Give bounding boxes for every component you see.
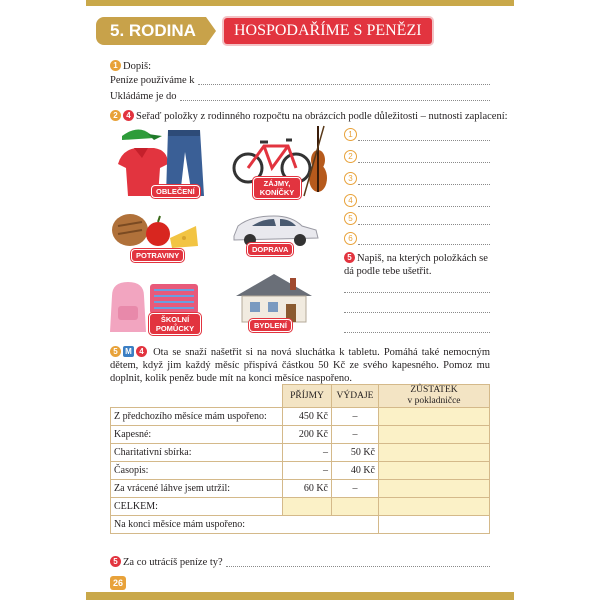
top-border (86, 0, 514, 6)
table-row-total (111, 498, 490, 516)
answer-line[interactable] (344, 292, 490, 293)
task-number-badge: 1 (110, 60, 121, 71)
row-label: Na konci měsíce mám uspořeno: (111, 516, 379, 534)
rank-answer-line[interactable] (358, 244, 490, 245)
item-label: POTRAVINY (132, 250, 183, 261)
balance-cell[interactable] (379, 426, 490, 444)
rank-number: 1 (344, 128, 357, 141)
task1-line1-label: Peníze používáme k (110, 75, 195, 86)
expense-cell: – (332, 408, 379, 426)
task-number-badge: 5 (110, 556, 121, 567)
income-cell: – (283, 444, 332, 462)
income-cell: 200 Kč (283, 426, 332, 444)
expense-cell: – (332, 426, 379, 444)
expense-cell: 40 Kč (332, 462, 379, 480)
task-number-badge: 4 (123, 110, 134, 121)
task-number-badge: 2 (110, 110, 121, 121)
page-header (96, 16, 432, 46)
math-badge: M (123, 346, 134, 357)
rank-answer-line[interactable] (358, 140, 490, 141)
rank-number: 3 (344, 172, 357, 185)
table-row (111, 408, 490, 426)
balance-cell[interactable] (379, 444, 490, 462)
task1-heading: 1 Dopiš: (110, 60, 151, 73)
car-icon (230, 208, 320, 248)
balance-cell[interactable] (379, 480, 490, 498)
task-number-badge: 5 (110, 346, 121, 357)
task-number-badge: 5 (344, 252, 355, 263)
expense-cell: 50 Kč (332, 444, 379, 462)
rank-answer-line[interactable] (358, 224, 490, 225)
expense-total-cell[interactable] (332, 498, 379, 516)
rank-answer-line[interactable] (358, 184, 490, 185)
column-header-balance: ZŮSTATEK v pokladničce (379, 385, 490, 408)
item-label: ZÁJMY, KONÍČKY (254, 178, 300, 198)
answer-line[interactable] (226, 566, 490, 567)
table-corner (111, 385, 283, 408)
rank-answer-line[interactable] (358, 162, 490, 163)
rank-number: 4 (344, 194, 357, 207)
row-label: Kapesné: (111, 426, 283, 444)
income-cell: 60 Kč (283, 480, 332, 498)
income-total-cell[interactable] (283, 498, 332, 516)
row-label: Za vrácené láhve jsem utržil: (111, 480, 283, 498)
income-cell: 450 Kč (283, 408, 332, 426)
row-label: Z předchozího měsíce mám uspořeno: (111, 408, 283, 426)
food-icon (110, 208, 200, 252)
task2-prompt: 2 4 Seřaď položky z rodinného rozpočtu na obrázcích podle důležitosti – nutnosti zaplacení: (110, 110, 508, 123)
row-label: CELKEM: (111, 498, 283, 516)
answer-line[interactable] (198, 84, 490, 85)
answer-line[interactable] (344, 332, 490, 333)
balance-cell[interactable] (379, 462, 490, 480)
rank-number: 2 (344, 150, 357, 163)
column-header-expense: VÝDAJE (332, 385, 379, 408)
column-header-income: PŘÍJMY (283, 385, 332, 408)
rank-number: 6 (344, 232, 357, 245)
page-title: HOSPODAŘÍME S PENĚZI (224, 18, 432, 44)
task4-text: 5 M 4 Ota se snaží našetřit si na nová sluchátka k tabletu. Pomáhá také nemocným dětem, když jim každý měsíc přispívá částkou 50 Kč ze svého kapesného. Pomoz mu doplnit, kolik peněz bude mít na konci měsíce naspořeno. (110, 347, 490, 384)
house-icon (232, 270, 316, 324)
table-row (111, 480, 490, 498)
task-number-badge: 4 (136, 346, 147, 357)
item-label: DOPRAVA (248, 244, 292, 255)
rank-number: 5 (344, 212, 357, 225)
balance-cell[interactable] (379, 498, 490, 516)
page-number: 26 (110, 576, 126, 590)
final-balance-cell[interactable] (379, 516, 490, 534)
task3-prompt: 5 Napiš, na kterých položkách se dá podle tebe ušetřit. (344, 253, 488, 277)
answer-line[interactable] (344, 312, 490, 313)
table-row (111, 426, 490, 444)
item-label: ŠKOLNÍ POMŮCKY (150, 314, 200, 334)
budget-table (110, 384, 490, 534)
expense-cell: – (332, 480, 379, 498)
answer-line[interactable] (180, 100, 490, 101)
balance-cell[interactable] (379, 408, 490, 426)
table-row (111, 444, 490, 462)
chapter-tag: 5. RODINA (96, 17, 206, 45)
rank-answer-line[interactable] (358, 206, 490, 207)
task5-prompt: 5 Za co utrácíš peníze ty? (110, 556, 223, 569)
item-label: BYDLENÍ (250, 320, 291, 331)
table-row-final (111, 516, 490, 534)
table-row (111, 462, 490, 480)
bottom-border (86, 592, 514, 600)
income-cell: – (283, 462, 332, 480)
item-label: OBLEČENÍ (152, 186, 199, 197)
task1-line2-label: Ukládáme je do (110, 91, 177, 102)
row-label: Charitativní sbírka: (111, 444, 283, 462)
row-label: Časopis: (111, 462, 283, 480)
